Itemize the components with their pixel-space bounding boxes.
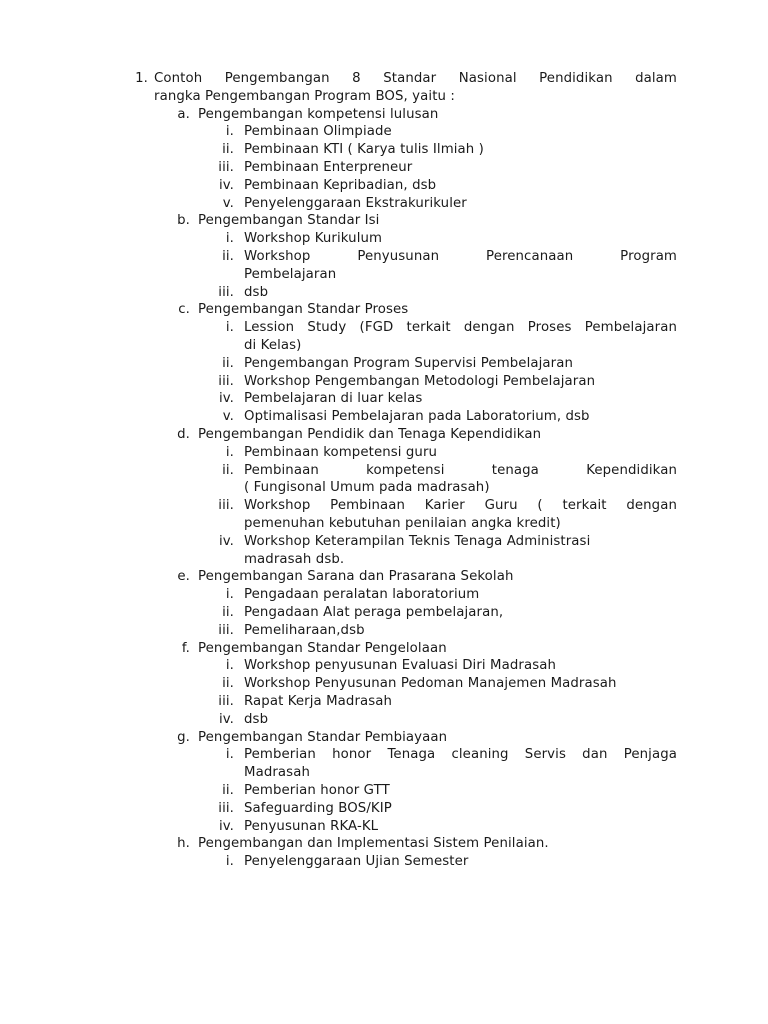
list-item-number: iii.: [218, 800, 234, 816]
section-letter: g.: [177, 729, 190, 745]
section-title: Pengembangan dan Implementasi Sistem Penilaian.: [198, 836, 549, 852]
list-item-line: Pembinaan Kepribadian, dsb: [244, 177, 437, 193]
list-item-number: ii.: [222, 783, 234, 798]
list-item-number: i.: [225, 231, 234, 247]
section-letter: e.: [177, 569, 190, 585]
list-item-line: Pemberian honor GTT: [244, 783, 390, 798]
section-letter: b.: [177, 213, 190, 229]
list-item-line: Workshop penyusunan Evaluasi Diri Madrasah: [244, 658, 556, 674]
list-item-line: ( Fungisonal Umum pada madrasah): [244, 480, 490, 496]
section-title: Pengembangan Standar Pengelolaan: [198, 640, 447, 656]
list-item-number: i.: [225, 747, 234, 763]
list-item-line: Rapat Kerja Madrasah: [244, 694, 393, 709]
main-item: [0, 70, 768, 106]
list-item-line: Pembinaan kompetensi guru: [244, 444, 438, 460]
list-item-line: Pembinaan KTI ( Karya tulis Ilmiah ): [244, 142, 484, 158]
list-item-line: Pembelajaran: [244, 266, 337, 282]
list-item-line: Workshop Penyusunan Pedoman Manajemen Madrasah: [244, 676, 617, 692]
section-letter: f.: [181, 640, 190, 656]
list-item-line: Safeguarding BOS/KIP: [244, 800, 392, 816]
section-letter: a.: [177, 106, 190, 122]
list-item-number: iv.: [218, 533, 234, 549]
section-title: Pengembangan Pendidik dan Tenaga Kependidikan: [198, 427, 542, 442]
list-item-number: v.: [222, 409, 234, 425]
section-letter: c.: [178, 302, 190, 318]
list-item-line: di Kelas): [244, 337, 302, 353]
section-title: Pengembangan Standar Pembiayaan: [198, 729, 448, 745]
list-item-number: iv.: [218, 818, 234, 834]
list-item-number: i.: [225, 658, 234, 674]
list-item-number: iv.: [218, 177, 234, 193]
list-item-line: Lession Study (FGD terkait dengan Proses Pembelajaran: [244, 320, 677, 336]
list-item-number: iii.: [218, 373, 234, 389]
main-item-line-1: Contoh Pengembangan 8 Standar Nasional Pendidikan dalam: [154, 71, 677, 86]
list-item-line: Pengembangan Program Supervisi Pembelajaran: [244, 355, 574, 371]
section-letter: d.: [177, 427, 190, 442]
section-title: Pengembangan kompetensi lulusan: [198, 106, 439, 122]
list-item-number: i.: [225, 124, 234, 140]
list-item-line: Optimalisasi Pembelajaran pada Laboratorium, dsb: [244, 409, 590, 425]
list-item-number: ii.: [222, 676, 234, 692]
list-item-number: iv.: [218, 391, 234, 407]
list-item-line: Workshop Penyusunan Perencanaan Program: [244, 249, 677, 264]
list-item-number: iii.: [218, 160, 234, 175]
list-item-line: Pembinaan kompetensi tenaga Kependidikan: [244, 462, 677, 478]
list-item-number: ii.: [222, 249, 234, 264]
list-item-number: iii.: [218, 694, 234, 709]
list-item-line: Pembelajaran di luar kelas: [244, 391, 423, 407]
list-item-line: Pembinaan Enterpreneur: [244, 160, 413, 175]
list-item-line: dsb: [244, 711, 269, 727]
list-item-number: i.: [225, 444, 234, 460]
list-item-line: Pemberian honor Tenaga cleaning Servis dan Penjaga: [244, 747, 677, 763]
main-item-line-2: rangka Pengembangan Program BOS, yaitu :: [154, 88, 455, 104]
list-item-number: iv.: [218, 711, 234, 727]
list-item-number: ii.: [222, 605, 234, 620]
list-item-number: ii.: [222, 142, 234, 158]
list-item-line: Penyusunan RKA-KL: [244, 818, 379, 834]
list-item-number: v.: [222, 195, 234, 211]
list-item-number: i.: [225, 854, 234, 870]
list-item-line: Pengadaan peralatan laboratorium: [244, 587, 480, 603]
list-item-number: iii.: [218, 622, 234, 638]
list-item-line: Workshop Kurikulum: [244, 231, 383, 247]
list-item-line: Penyelenggaraan Ujian Semester: [244, 854, 469, 870]
section-letter: h.: [177, 836, 190, 852]
list-item-line: dsb: [244, 284, 269, 300]
list-item-line: Workshop Pembinaan Karier Guru ( terkait dengan: [244, 498, 677, 514]
list-item-line: Pengadaan Alat peraga pembelajaran,: [244, 605, 504, 620]
list-item-line: Pemeliharaan,dsb: [244, 622, 365, 638]
section-title: Pengembangan Sarana dan Prasarana Sekolah: [198, 569, 514, 585]
list-item-number: ii.: [222, 355, 234, 371]
list-item-line: Pembinaan Olimpiade: [244, 124, 392, 140]
list-item-number: iii.: [218, 284, 234, 300]
section-title: Pengembangan Standar Isi: [198, 213, 380, 229]
list-item-number: i.: [225, 320, 234, 336]
list-item-line: madrasah dsb.: [244, 551, 345, 567]
list-item-line: Workshop Pengembangan Metodologi Pembelajaran: [244, 373, 596, 389]
list-item-line: pemenuhan kebutuhan penilaian angka kredit): [244, 515, 561, 531]
section-title: Pengembangan Standar Proses: [198, 302, 409, 318]
list-item-number: i.: [225, 587, 234, 603]
list-item-number: ii.: [222, 462, 234, 478]
main-item-number: 1.: [135, 71, 148, 86]
list-item-line: Penyelenggaraan Ekstrakurikuler: [244, 195, 467, 211]
list-item-line: Workshop Keterampilan Teknis Tenaga Administrasi: [244, 533, 591, 549]
list-item-line: Madrasah: [244, 765, 310, 781]
list-item-number: iii.: [218, 498, 234, 514]
